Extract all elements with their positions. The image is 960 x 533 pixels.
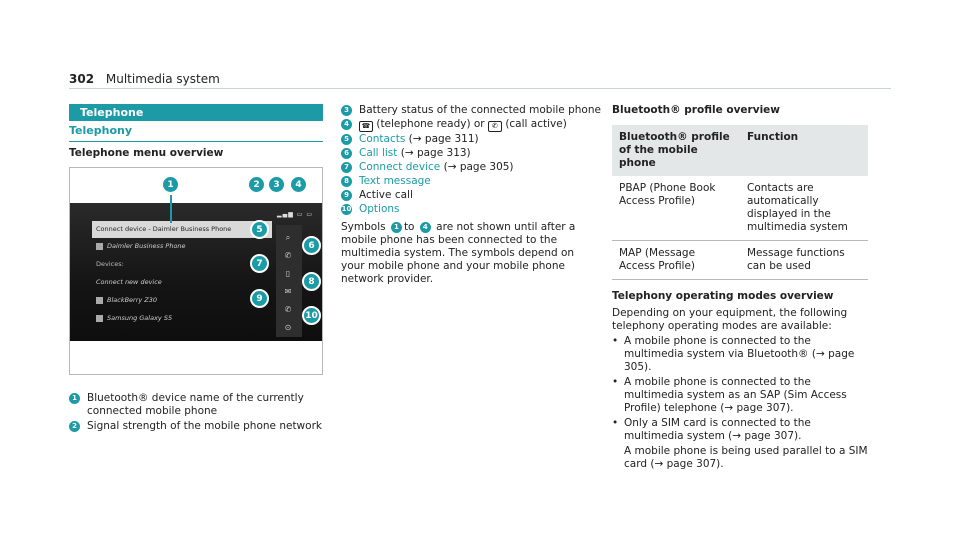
callout-6: 6 — [302, 236, 321, 255]
callout-3: 3 — [267, 175, 286, 194]
modes-list — [612, 335, 870, 443]
message-icon: ✉ — [284, 287, 292, 296]
figure-legend — [69, 392, 329, 435]
screen-row-new-device: Connect new device — [96, 278, 162, 286]
section-title: Telephony — [69, 124, 323, 142]
profile-section — [612, 104, 870, 471]
search-icon: ⌕ — [285, 233, 291, 242]
profile-table — [612, 125, 868, 280]
modes-intro: Depending on your equipment, the following telephony operating modes are available: — [612, 307, 848, 332]
table-row: MAP (Message Access Profile) Message functions can be used — [612, 241, 868, 280]
call-list-icon: ✆ — [284, 251, 292, 260]
screen-row-phone: Daimler Business Phone — [92, 238, 272, 255]
connect-device-icon: ▯ — [285, 269, 291, 278]
callout-10: 10 — [302, 306, 321, 325]
legend-item: 10 Options — [341, 203, 400, 215]
running-title: Multimedia system — [105, 72, 220, 86]
options-link[interactable]: Options — [359, 203, 400, 215]
text-message-link[interactable]: Text message — [359, 175, 431, 187]
page-header — [69, 72, 220, 86]
legend-item: 7 Connect device (→ page 305) — [341, 161, 601, 174]
callout-2: 2 — [247, 175, 266, 194]
screen-row-samsung: Samsung Galaxy S5 — [92, 310, 272, 327]
list-item: • Only a SIM card is connected to the multimedia system (→ page 307). — [612, 417, 811, 442]
options-icon: ⊙ — [284, 323, 292, 332]
callout-9: 9 — [250, 289, 269, 308]
profile-heading: Bluetooth® profile overview — [612, 104, 780, 116]
status-icons: ▂▄▆ ▭ ▭ — [277, 211, 313, 218]
table-header: Function — [740, 125, 868, 176]
callout-7: 7 — [250, 254, 269, 273]
callout-1: 1 — [161, 175, 180, 194]
legend-item: 6 Call list (→ page 313) — [341, 147, 601, 160]
device-icon — [96, 315, 103, 322]
list-item: • A mobile phone is connected to the multimedia system as an SAP (Sim Access Profile) telephone (→ page 307). — [612, 376, 847, 414]
telephone-menu-figure — [69, 167, 323, 375]
device-icon — [96, 297, 103, 304]
symbols-paragraph: Symbols 1 to 4 are not shown until after a mobile phone has been connected to the multimedia system. The symbols depend on your mobile phone and your mobile phone network provider. — [341, 221, 576, 285]
callout-8: 8 — [302, 272, 321, 291]
callout-4: 4 — [289, 175, 308, 194]
active-call-icon: ✆ — [284, 305, 292, 314]
header-rule — [69, 88, 891, 89]
phone-handset-icon: ☎ — [359, 121, 373, 132]
legend-item: 4 ☎ (telephone ready) or ✆ (call active) — [341, 118, 601, 132]
list-item: • A mobile phone is connected to the multimedia system via Bluetooth® (→ page 305). — [612, 335, 855, 373]
screen-row-devices: Devices: — [96, 260, 124, 268]
section-bar: Telephone — [69, 104, 323, 121]
screen-side-menu — [276, 225, 302, 337]
legend-item: 3 Battery status of the connected mobile phone — [341, 104, 601, 117]
legend-item: 8 Text message — [341, 175, 601, 188]
table-header: Bluetooth® profile of the mobile phone — [612, 125, 740, 176]
legend-continued — [341, 104, 601, 286]
legend-item: 5 Contacts (→ page 311) — [341, 133, 601, 146]
callout-5: 5 — [250, 220, 269, 239]
screen-row-blackberry: BlackBerry Z30 — [92, 292, 272, 309]
menu-heading: Telephone menu overview — [69, 147, 224, 159]
call-list-link[interactable]: Call list — [359, 147, 398, 159]
phone-active-icon: ✆ — [488, 121, 502, 132]
legend-item: 2 Signal strength of the mobile phone network — [69, 420, 329, 433]
connect-device-link[interactable]: Connect device — [359, 161, 441, 173]
screen-row-connect-device: Connect device - Daimler Business Phone — [92, 221, 272, 238]
legend-item: 9 Active call — [341, 189, 601, 202]
head-unit-screen — [70, 203, 322, 341]
contacts-link[interactable]: Contacts — [359, 133, 406, 145]
device-icon — [96, 243, 103, 250]
modes-continuation: A mobile phone is being used parallel to a SIM card (→ page 307). — [624, 445, 868, 470]
modes-heading: Telephony operating modes overview — [612, 290, 834, 302]
table-row: PBAP (Phone Book Access Profile) Contacts are automatically displayed in the multimedia system — [612, 176, 868, 241]
page-number: 302 — [69, 72, 95, 86]
legend-item: 1 Bluetooth® device name of the currently connected mobile phone — [69, 392, 329, 418]
